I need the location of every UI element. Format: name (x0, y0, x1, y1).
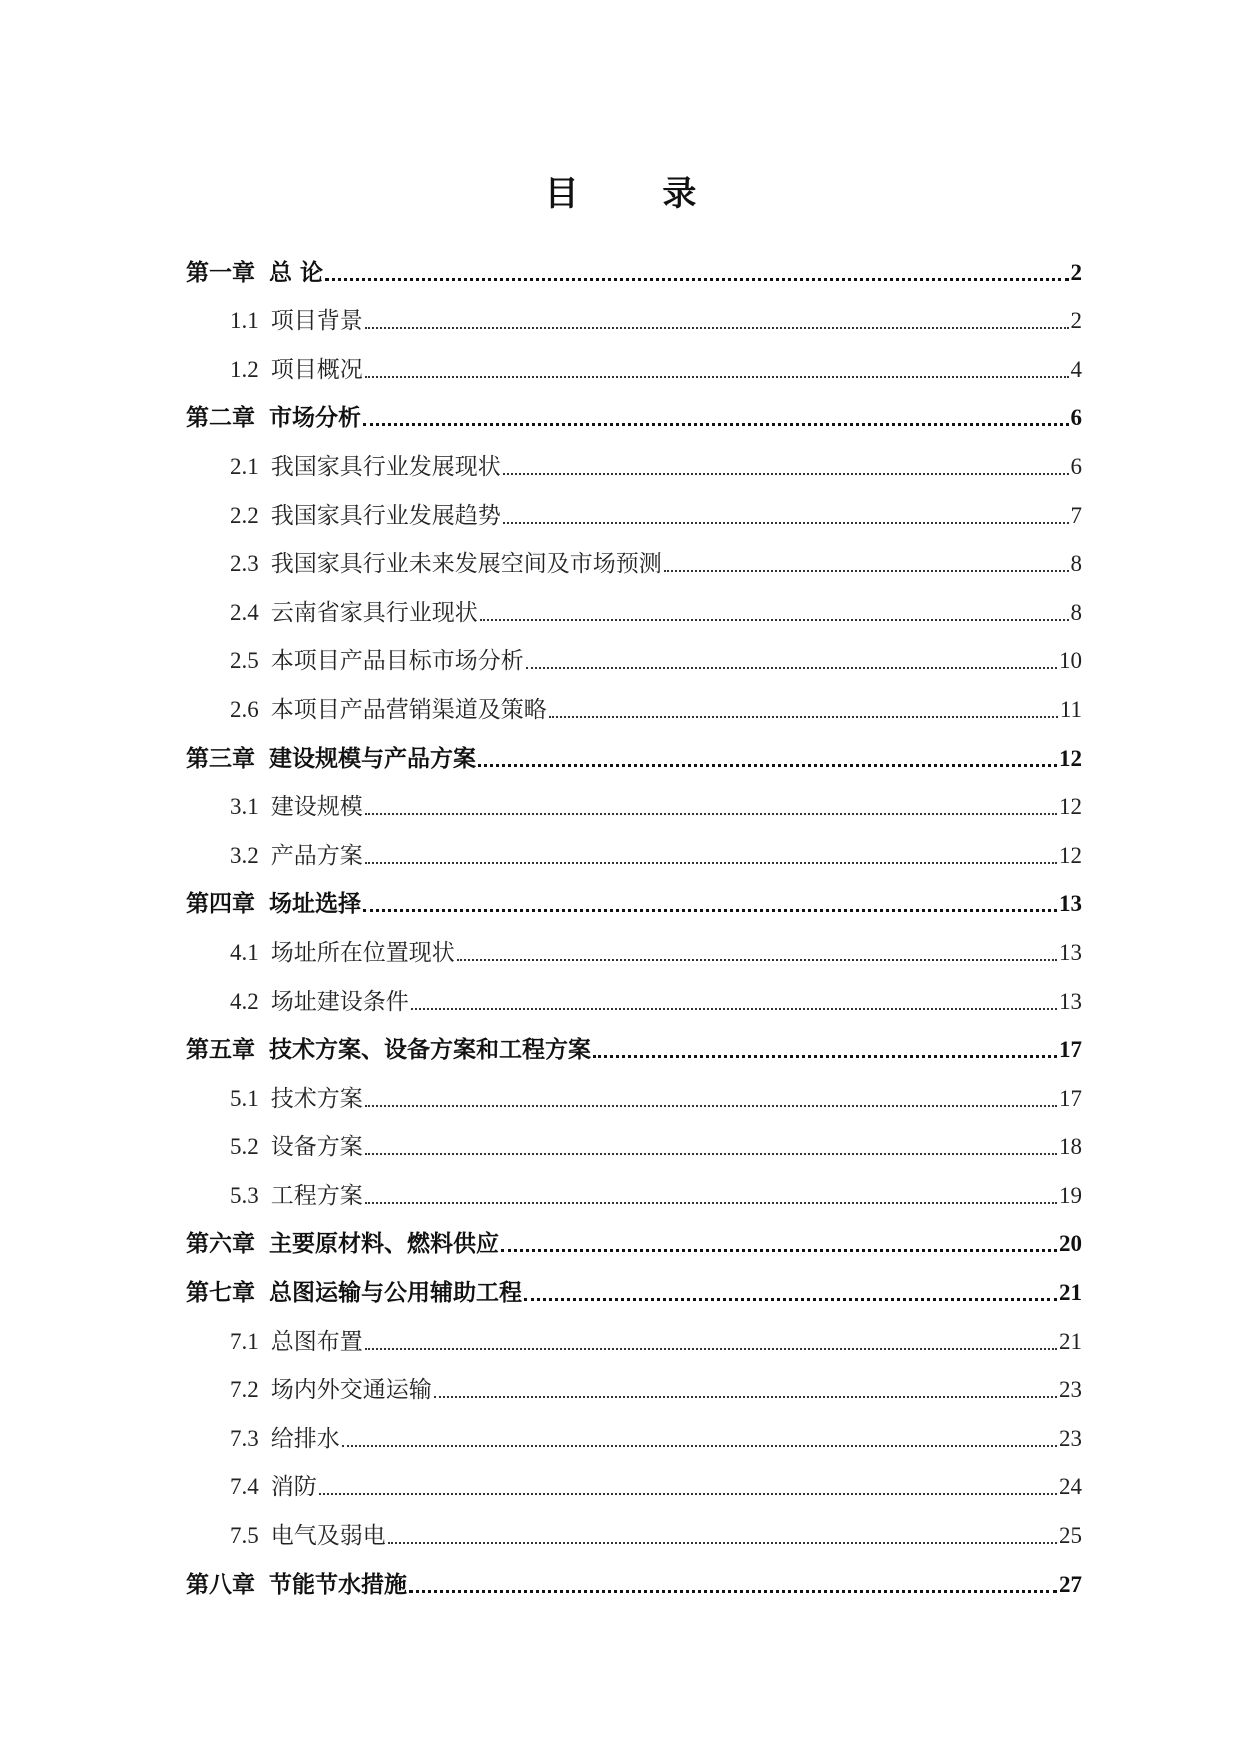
toc-entry-number: 7.3 (230, 1425, 259, 1451)
toc-page-number: 11 (1059, 696, 1082, 722)
toc-chapter-entry[interactable] (186, 1556, 1082, 1605)
toc-page-number: 12 (1059, 794, 1082, 820)
toc-page-number: 13 (1059, 939, 1082, 965)
toc-section-entry[interactable] (186, 924, 1082, 973)
toc-entry-number: 3.1 (230, 794, 259, 820)
toc-entry-title: 我国家具行业发展现状 (270, 453, 501, 480)
toc-entry-number: 第二章 (186, 404, 255, 432)
toc-chapter-entry[interactable] (186, 730, 1082, 779)
toc-page-number: 6 (1070, 405, 1082, 431)
toc-entry-number: 第一章 (186, 258, 255, 286)
toc-entry-number: 2.3 (230, 551, 259, 577)
toc-dot-leader (478, 764, 1057, 767)
toc-entry-number: 7.5 (230, 1523, 259, 1549)
toc-page-number: 10 (1059, 648, 1082, 674)
toc-entry-title: 项目背景 (270, 308, 363, 335)
toc-entry-title: 场址所在位置现状 (270, 939, 455, 966)
toc-entry-number: 5.1 (230, 1085, 259, 1111)
toc-entry-number: 4.2 (230, 988, 259, 1014)
toc-chapter-entry[interactable] (186, 244, 1082, 293)
toc-dot-leader (434, 1396, 1057, 1398)
toc-dot-leader (409, 1590, 1057, 1593)
toc-page-number: 18 (1059, 1134, 1082, 1160)
toc-entry-title: 工程方案 (270, 1182, 363, 1209)
toc-section-entry[interactable] (186, 633, 1082, 682)
toc-entry-title: 电气及弱电 (270, 1523, 386, 1550)
toc-entry-title: 消防 (270, 1474, 317, 1501)
toc-section-entry[interactable] (186, 1362, 1082, 1411)
toc-entry-number: 2.4 (230, 599, 259, 625)
toc-page-number: 17 (1059, 1037, 1082, 1063)
toc-section-entry[interactable] (186, 1410, 1082, 1459)
toc-section-entry[interactable] (186, 779, 1082, 828)
toc-section-entry[interactable] (186, 1459, 1082, 1508)
toc-entry-title: 本项目产品营销渠道及策略 (270, 696, 547, 723)
toc-page-number: 24 (1059, 1474, 1082, 1500)
toc-dot-leader (664, 570, 1069, 572)
toc-entry-number: 5.2 (230, 1134, 259, 1160)
toc-dot-leader (363, 909, 1057, 912)
toc-dot-leader (457, 959, 1057, 961)
toc-chapter-entry[interactable] (186, 1216, 1082, 1265)
toc-dot-leader (365, 1153, 1057, 1155)
toc-dot-leader (365, 1348, 1057, 1350)
toc-entry-number: 第六章 (186, 1230, 255, 1258)
toc-page-number: 2 (1070, 259, 1082, 285)
toc-page-number: 21 (1059, 1328, 1082, 1354)
toc-dot-leader (411, 1008, 1057, 1010)
toc-dot-leader (365, 813, 1057, 815)
toc-entry-title: 市场分析 (269, 404, 361, 432)
toc-dot-leader (549, 716, 1058, 718)
toc-dot-leader (325, 278, 1068, 281)
toc-dot-leader (480, 619, 1069, 621)
toc-section-entry[interactable] (186, 1070, 1082, 1119)
toc-entry-title: 云南省家具行业现状 (270, 599, 478, 626)
toc-page-number: 12 (1059, 745, 1082, 771)
toc-entry-title: 设备方案 (270, 1134, 363, 1161)
toc-chapter-entry[interactable] (186, 1264, 1082, 1313)
toc-entry-title: 项目概况 (270, 356, 363, 383)
toc-dot-leader (365, 1105, 1057, 1107)
toc-section-entry[interactable] (186, 1119, 1082, 1168)
toc-page-number: 20 (1059, 1231, 1082, 1257)
toc-section-entry[interactable] (186, 293, 1082, 342)
toc-page-number: 13 (1059, 988, 1082, 1014)
toc-section-entry[interactable] (186, 1313, 1082, 1362)
toc-page-number: 27 (1059, 1571, 1082, 1597)
toc-entry-number: 4.1 (230, 939, 259, 965)
toc-dot-leader (388, 1542, 1057, 1544)
toc-page-number: 13 (1059, 891, 1082, 917)
toc-section-entry[interactable] (186, 487, 1082, 536)
toc-dot-leader (503, 522, 1069, 524)
toc-dot-leader (501, 1249, 1057, 1252)
toc-dot-leader (319, 1493, 1057, 1495)
toc-entry-number: 5.3 (230, 1182, 259, 1208)
toc-entry-number: 第三章 (186, 744, 255, 772)
toc-dot-leader (365, 376, 1069, 378)
toc-chapter-entry[interactable] (186, 876, 1082, 925)
toc-entry-title: 场内外交通运输 (270, 1377, 432, 1404)
toc-page-number: 21 (1059, 1280, 1082, 1306)
toc-page-number: 6 (1070, 453, 1082, 479)
toc-chapter-entry[interactable] (186, 1022, 1082, 1071)
toc-section-entry[interactable] (186, 438, 1082, 487)
toc-entry-title: 我国家具行业发展趋势 (270, 502, 501, 529)
toc-dot-leader (526, 667, 1057, 669)
toc-entry-number: 第四章 (186, 890, 255, 918)
toc-entry-number: 第八章 (186, 1570, 255, 1598)
toc-page-number: 23 (1059, 1377, 1082, 1403)
toc-entry-title: 本项目产品目标市场分析 (270, 648, 524, 675)
toc-chapter-entry[interactable] (186, 390, 1082, 439)
toc-section-entry[interactable] (186, 827, 1082, 876)
toc-entry-title: 技术方案、设备方案和工程方案 (269, 1036, 591, 1064)
toc-section-entry[interactable] (186, 536, 1082, 585)
toc-page-number: 23 (1059, 1425, 1082, 1451)
toc-dot-leader (342, 1445, 1057, 1447)
toc-page-number: 4 (1070, 356, 1082, 382)
toc-entry-title: 总图布置 (270, 1328, 363, 1355)
toc-page-number: 8 (1070, 551, 1082, 577)
toc-entry-number: 第五章 (186, 1036, 255, 1064)
toc-dot-leader (365, 862, 1057, 864)
toc-entry-number: 7.2 (230, 1377, 259, 1403)
toc-dot-leader (365, 327, 1069, 329)
toc-entry-title: 总 论 (269, 258, 324, 286)
toc-section-entry[interactable] (186, 584, 1082, 633)
toc-entry-title: 技术方案 (270, 1085, 363, 1112)
toc-entry-title: 节能节水措施 (269, 1570, 407, 1598)
toc-entry-number: 第七章 (186, 1279, 255, 1307)
toc-entry-number: 2.1 (230, 453, 259, 479)
toc-section-entry[interactable] (186, 1507, 1082, 1556)
toc-entry-title: 场址建设条件 (270, 988, 409, 1015)
toc-entry-title: 建设规模与产品方案 (269, 744, 476, 772)
toc-entry-number: 7.1 (230, 1328, 259, 1354)
toc-entry-number: 2.5 (230, 648, 259, 674)
toc-page-number: 7 (1070, 502, 1082, 528)
toc-dot-leader (365, 1202, 1057, 1204)
toc-dot-leader (363, 423, 1069, 426)
toc-entry-title: 场址选择 (269, 890, 361, 918)
toc-dot-leader (593, 1055, 1057, 1058)
toc-page-number: 12 (1059, 842, 1082, 868)
toc-page-number: 2 (1070, 308, 1082, 334)
toc-title: 目 录 (544, 174, 733, 214)
toc-section-entry[interactable] (186, 1167, 1082, 1216)
toc-page-number: 19 (1059, 1182, 1082, 1208)
toc-page-number: 25 (1059, 1523, 1082, 1549)
toc-section-entry[interactable] (186, 341, 1082, 390)
table-of-contents (186, 244, 1082, 1605)
toc-entry-number: 7.4 (230, 1474, 259, 1500)
toc-entry-title: 总图运输与公用辅助工程 (269, 1279, 522, 1307)
toc-entry-number: 2.6 (230, 696, 259, 722)
toc-entry-title: 我国家具行业未来发展空间及市场预测 (270, 551, 662, 578)
toc-entry-title: 产品方案 (270, 842, 363, 869)
toc-entry-title: 建设规模 (270, 794, 363, 821)
toc-entry-number: 2.2 (230, 502, 259, 528)
toc-entry-title: 给排水 (270, 1425, 340, 1452)
toc-dot-leader (524, 1298, 1057, 1301)
toc-entry-number: 1.2 (230, 356, 259, 382)
toc-entry-number: 1.1 (230, 308, 259, 334)
toc-section-entry[interactable] (186, 973, 1082, 1022)
toc-entry-title: 主要原材料、燃料供应 (269, 1230, 499, 1258)
toc-section-entry[interactable] (186, 681, 1082, 730)
toc-page-number: 8 (1070, 599, 1082, 625)
toc-dot-leader (503, 473, 1069, 475)
toc-page-number: 17 (1059, 1085, 1082, 1111)
toc-entry-number: 3.2 (230, 842, 259, 868)
